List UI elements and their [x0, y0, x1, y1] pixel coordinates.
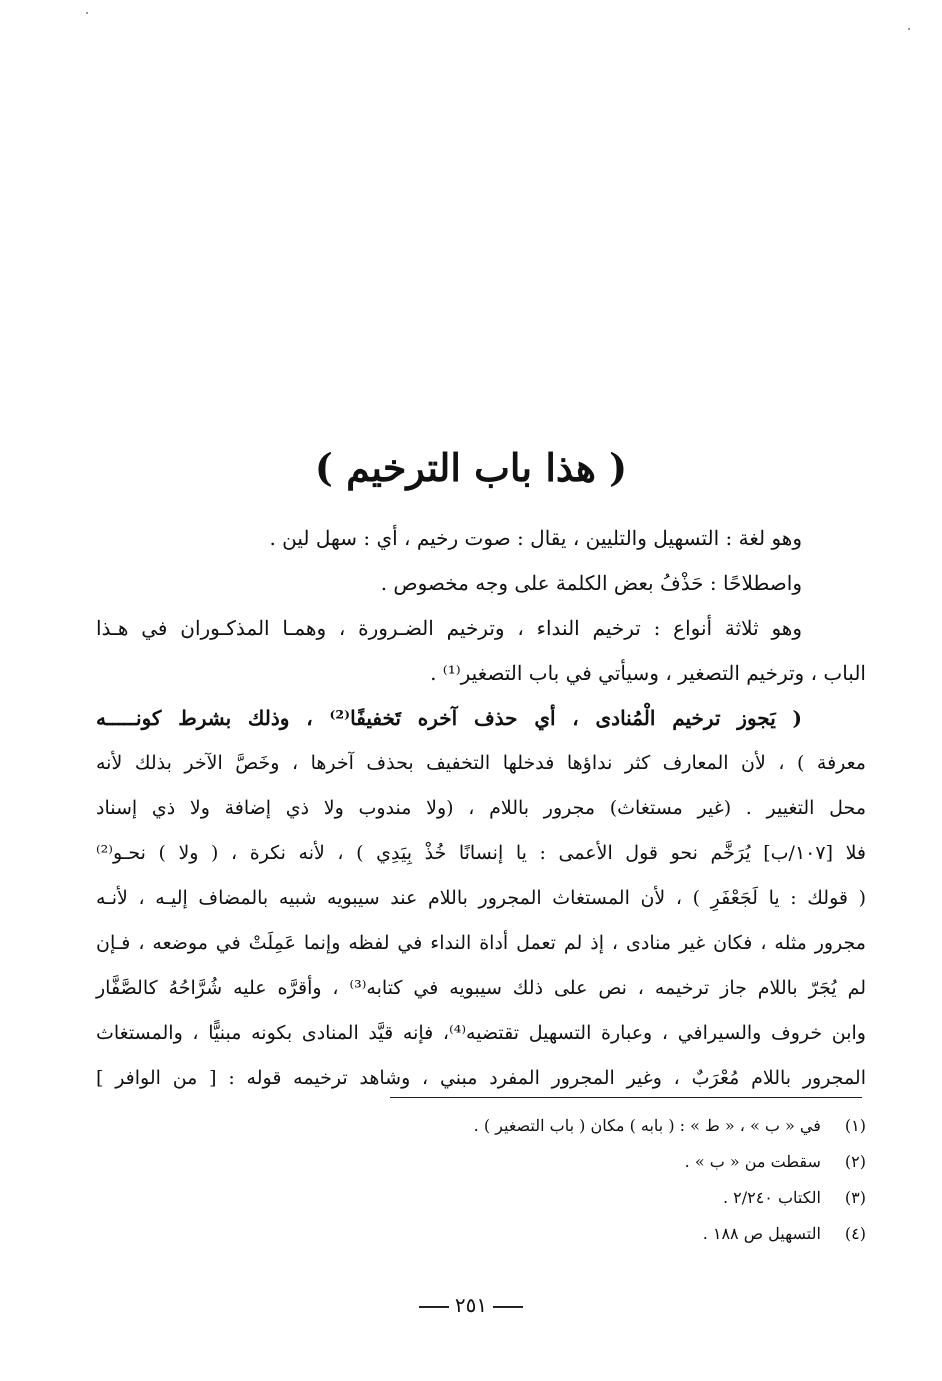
footnote: [300, 1108, 866, 1144]
text-line: واصطلاحًا : حَذْفُ بعض الكلمة على وجه مخصوص .: [380, 571, 802, 595]
text-line: فلا [١٠٧/ب] يُرَخَّم نحو قول الأعمى : يا إنسانًا خُذْ بِيَدِي ) ، لأنه نكرة ، ( ولا ) نحـو⁽²⁾: [96, 842, 867, 864]
footnote-text: الكتاب ٢/٢٤٠ .: [722, 1188, 821, 1207]
footnote: [300, 1180, 866, 1216]
footnote-text: في « ب » ، « ط » : ( بابه ) مكان ( باب التصغير ) .: [473, 1116, 821, 1135]
footnote-number: (٤): [844, 1224, 866, 1243]
page-number-dash: [493, 1306, 523, 1308]
text-line: ( يَجوز ترخيم الْمُنادى ، أي حذف آخره تَخفيفًا⁽²⁾ ، وذلك بشرط كونـــــه: [96, 706, 802, 730]
text-line: معرفة ) ، لأن المعارف كثر نداؤها فدخلها التخفيف بحذف آخرها ، وخَصَّ الآخر بذلك لأنه: [96, 752, 866, 774]
scan-speck: [86, 12, 88, 14]
text-line: وهو لغة : التسهيل والتليين ، يقال : صوت رخيم ، أي : سهل لين .: [269, 526, 802, 550]
page-number-value: ٢٥١: [454, 1293, 488, 1317]
scan-speck: [908, 28, 910, 30]
footnotes: [300, 1108, 866, 1252]
text-line: وهو ثلاثة أنواع : ترخيم النداء ، وترخيم الضـرورة ، وهمـا المذكـوران في هـذا: [96, 616, 802, 640]
text-line: محل التغيير . (غير مستغاث) مجرور باللام ، (ولا مندوب ولا ذي إضافة ولا ذي إسناد: [96, 797, 866, 819]
text-line: الباب ، وترخيم التصغير ، وسيأتي في باب التصغير⁽¹⁾ .: [430, 661, 866, 685]
page-number: [0, 1290, 942, 1320]
main-text: [96, 516, 866, 1101]
footnote: [300, 1144, 866, 1180]
page-number-dash: [419, 1306, 449, 1308]
text-line: مجرور مثله ، فكان غير منادى ، إذ لم تعمل أداة النداء في لفظه وإنما عَمِلَتْ في موضعه ، فـإن: [96, 932, 866, 954]
text-line: لم يُجَرّ باللام جاز ترخيمه ، نص على ذلك سيبويه في كتابه⁽³⁾ ، وأقرَّه عليه شُرَّاحُهُ كالصَّفَّار: [96, 977, 867, 999]
footnote-number: (٣): [844, 1188, 866, 1207]
text-line: ( قولك : يا لَجَعْفَرِ ) ، لأن المستغاث المجرور باللام عند سيبويه شبيه بالمضاف إليـه ، لأنـه: [96, 887, 866, 909]
footnote-separator: [390, 1097, 862, 1098]
chapter-title: ( هذا باب الترخيم ): [314, 445, 628, 490]
footnote: [300, 1216, 866, 1252]
footnote-text: التسهيل ص ١٨٨ .: [702, 1224, 821, 1243]
footnote-text: سقطت من « ب » .: [684, 1152, 821, 1171]
footnote-number: (٢): [844, 1152, 866, 1171]
footnote-number: (١): [844, 1116, 866, 1135]
text-line: المجرور باللام مُعْرَبٌ ، وغير المجرور المفرد مبني ، وشاهد ترخيمه قوله : [ من الوافر ]: [96, 1067, 866, 1089]
text-line: وابن خروف والسيرافي ، وعبارة التسهيل تقتضيه⁽⁴⁾، فإنه قيَّد المنادى بكونه مبنيًّا ، والمستغاث: [96, 1022, 866, 1044]
